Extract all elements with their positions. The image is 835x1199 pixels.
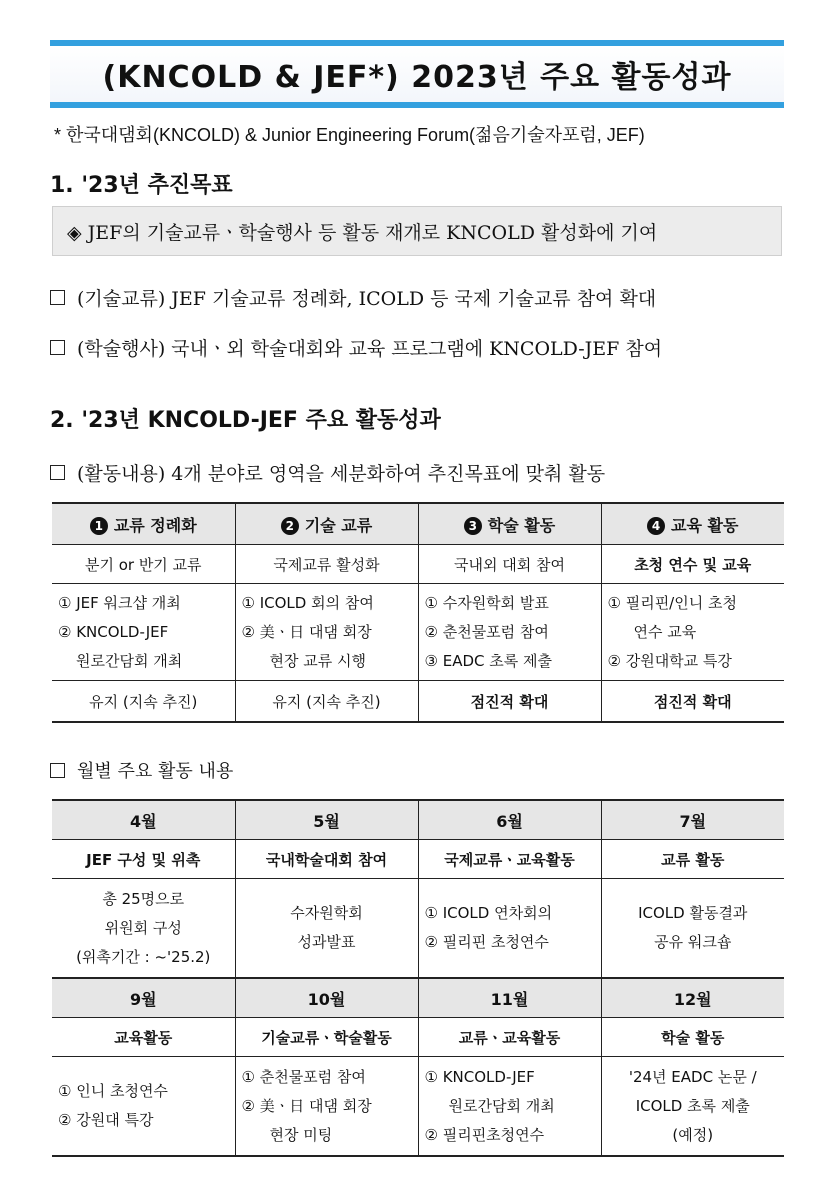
- bullet-text: 월별 주요 활동 내용: [77, 761, 234, 782]
- area-subtitle: 국제교류 활성화: [235, 545, 418, 584]
- detail-line: ② 美ㆍ日 대댐 회장: [241, 1096, 372, 1115]
- number-badge-icon: 1: [90, 517, 108, 535]
- detail-line: ICOLD 활동결과: [638, 904, 748, 922]
- detail-line: (위촉기간 : ~'25.2): [76, 947, 211, 966]
- list-item: ③ EADC 초록 제출: [424, 651, 552, 670]
- list-item: ① 필리핀/인니 초청: [607, 593, 737, 612]
- list-item: 원로간담회 개최: [76, 651, 183, 670]
- list-item: ② 춘천물포럼 참여: [424, 622, 549, 641]
- detail-line: 현장 미팅: [269, 1125, 333, 1144]
- list-item: ② 강원대학교 특강: [607, 651, 732, 670]
- month-category: 국내학술대회 참여: [235, 840, 418, 879]
- checkbox-icon: [50, 290, 65, 305]
- detail-line: '24년 EADC 논문 /: [628, 1067, 757, 1086]
- goal-box: [52, 206, 782, 256]
- month-details: [418, 1057, 601, 1157]
- month-details: [601, 1057, 784, 1157]
- detail-line: (예정): [672, 1125, 714, 1144]
- table-row: [52, 681, 784, 723]
- detail-line: 총 25명으로: [102, 889, 185, 908]
- area-header: [418, 503, 601, 545]
- bullet-text: (학술행사) 국내ㆍ외 학술대회와 교육 프로그램에 KNCOLD-JEF 참여: [77, 338, 663, 360]
- month-details: [235, 1057, 418, 1157]
- area-status: 유지 (지속 추진): [235, 681, 418, 723]
- list-item: ① JEF 워크샵 개최: [58, 593, 181, 612]
- activity-bullet: [50, 459, 605, 486]
- month-label: 6월: [418, 800, 601, 840]
- table-row: [52, 545, 784, 584]
- footnote-definition: * 한국대댐회(KNCOLD) & Junior Engineering Forum(젊음기술자포럼, JEF): [54, 125, 645, 145]
- list-item: 현장 교류 시행: [269, 651, 366, 670]
- month-details: [235, 879, 418, 979]
- area-subtitle: 분기 or 반기 교류: [52, 545, 235, 584]
- area-status: 유지 (지속 추진): [52, 681, 235, 723]
- bullet-text: (기술교류) JEF 기술교류 정례화, ICOLD 등 국제 기술교류 참여 확대: [77, 288, 657, 310]
- goal-text: ◈ JEF의 기술교류ㆍ학술행사 등 활동 재개로 KNCOLD 활성화에 기여: [67, 221, 658, 244]
- area-header: [235, 503, 418, 545]
- detail-line: ① KNCOLD-JEF: [424, 1067, 535, 1086]
- detail-line: 공유 워크숍: [654, 933, 732, 951]
- section1-heading: 1. '23년 추진목표: [50, 173, 233, 198]
- list-item: 연수 교육: [633, 622, 697, 641]
- month-category: 국제교류ㆍ교육활동: [418, 840, 601, 879]
- detail-line: ① ICOLD 연차회의: [424, 904, 553, 922]
- table-row: [52, 584, 784, 681]
- month-details: [601, 879, 784, 979]
- month-details: [52, 879, 235, 979]
- table-header-row: [52, 503, 784, 545]
- detail-line: ② 필리핀 초청연수: [424, 933, 549, 951]
- activity-areas-table: [52, 502, 784, 723]
- month-category: 교육활동: [52, 1018, 235, 1057]
- checkbox-icon: [50, 465, 65, 480]
- area-subtitle: 국내외 대회 참여: [418, 545, 601, 584]
- bullet-text: (활동내용) 4개 분야로 영역을 세분화하여 추진목표에 맞춰 활동: [77, 463, 606, 485]
- month-category: 학술 활동: [601, 1018, 784, 1057]
- details-row: [52, 879, 784, 979]
- area-name: 교육 활동: [671, 515, 739, 535]
- detail-line: 수자원학회: [290, 904, 363, 922]
- month-category: JEF 구성 및 위촉: [52, 840, 235, 879]
- detail-line: ① 춘천물포럼 참여: [241, 1067, 366, 1086]
- number-badge-icon: 2: [281, 517, 299, 535]
- title-bottom-bar: [50, 102, 784, 108]
- month-label: 11월: [418, 978, 601, 1018]
- month-label: 4월: [52, 800, 235, 840]
- month-details: [418, 879, 601, 979]
- detail-line: ① 인니 초청연수: [58, 1082, 168, 1100]
- detail-line: ICOLD 초록 제출: [635, 1096, 750, 1115]
- detail-line: 원로간담회 개최: [448, 1096, 555, 1115]
- area-header: [52, 503, 235, 545]
- area-subtitle: 초청 연수 및 교육: [601, 545, 784, 584]
- goal-bullet-2: [50, 334, 662, 361]
- month-label: 10월: [235, 978, 418, 1018]
- detail-line: ② 강원대 특강: [58, 1111, 154, 1129]
- list-item: ① 수자원학회 발표: [424, 593, 549, 612]
- monthly-activity-table: [52, 799, 784, 1157]
- area-status: 점진적 확대: [601, 681, 784, 723]
- list-item: ② KNCOLD-JEF: [58, 622, 169, 641]
- list-item: ① ICOLD 회의 참여: [241, 593, 374, 612]
- checkbox-icon: [50, 763, 65, 778]
- list-item: ② 美ㆍ日 대댐 회장: [241, 622, 372, 641]
- area-header: [601, 503, 784, 545]
- page-title: (KNCOLD & JEF*) 2023년 주요 활동성과: [50, 46, 784, 102]
- detail-line: 위원회 구성: [104, 918, 182, 937]
- month-label: 7월: [601, 800, 784, 840]
- detail-line: ② 필리핀초청연수: [424, 1125, 545, 1144]
- detail-line: 성과발표: [297, 933, 356, 951]
- month-details: [52, 1057, 235, 1157]
- month-label: 5월: [235, 800, 418, 840]
- month-category: 교류 활동: [601, 840, 784, 879]
- month-header-row: [52, 800, 784, 840]
- category-row: [52, 1018, 784, 1057]
- month-category: 기술교류ㆍ학술활동: [235, 1018, 418, 1057]
- area-items: [601, 584, 784, 681]
- category-row: [52, 840, 784, 879]
- monthly-bullet: [50, 757, 233, 783]
- goal-bullet-1: [50, 284, 656, 311]
- details-row: [52, 1057, 784, 1157]
- area-status: 점진적 확대: [418, 681, 601, 723]
- month-label: 9월: [52, 978, 235, 1018]
- month-category: 교류ㆍ교육활동: [418, 1018, 601, 1057]
- area-items: [52, 584, 235, 681]
- section2-heading: 2. '23년 KNCOLD-JEF 주요 활동성과: [50, 408, 441, 433]
- area-name: 교류 정례화: [113, 515, 197, 535]
- area-name: 기술 교류: [304, 515, 373, 535]
- checkbox-icon: [50, 340, 65, 355]
- month-label: 12월: [601, 978, 784, 1018]
- number-badge-icon: 4: [647, 517, 665, 535]
- area-name: 학술 활동: [487, 515, 556, 535]
- area-items: [418, 584, 601, 681]
- month-header-row: [52, 978, 784, 1018]
- title-block: [50, 40, 784, 108]
- area-items: [235, 584, 418, 681]
- number-badge-icon: 3: [464, 517, 482, 535]
